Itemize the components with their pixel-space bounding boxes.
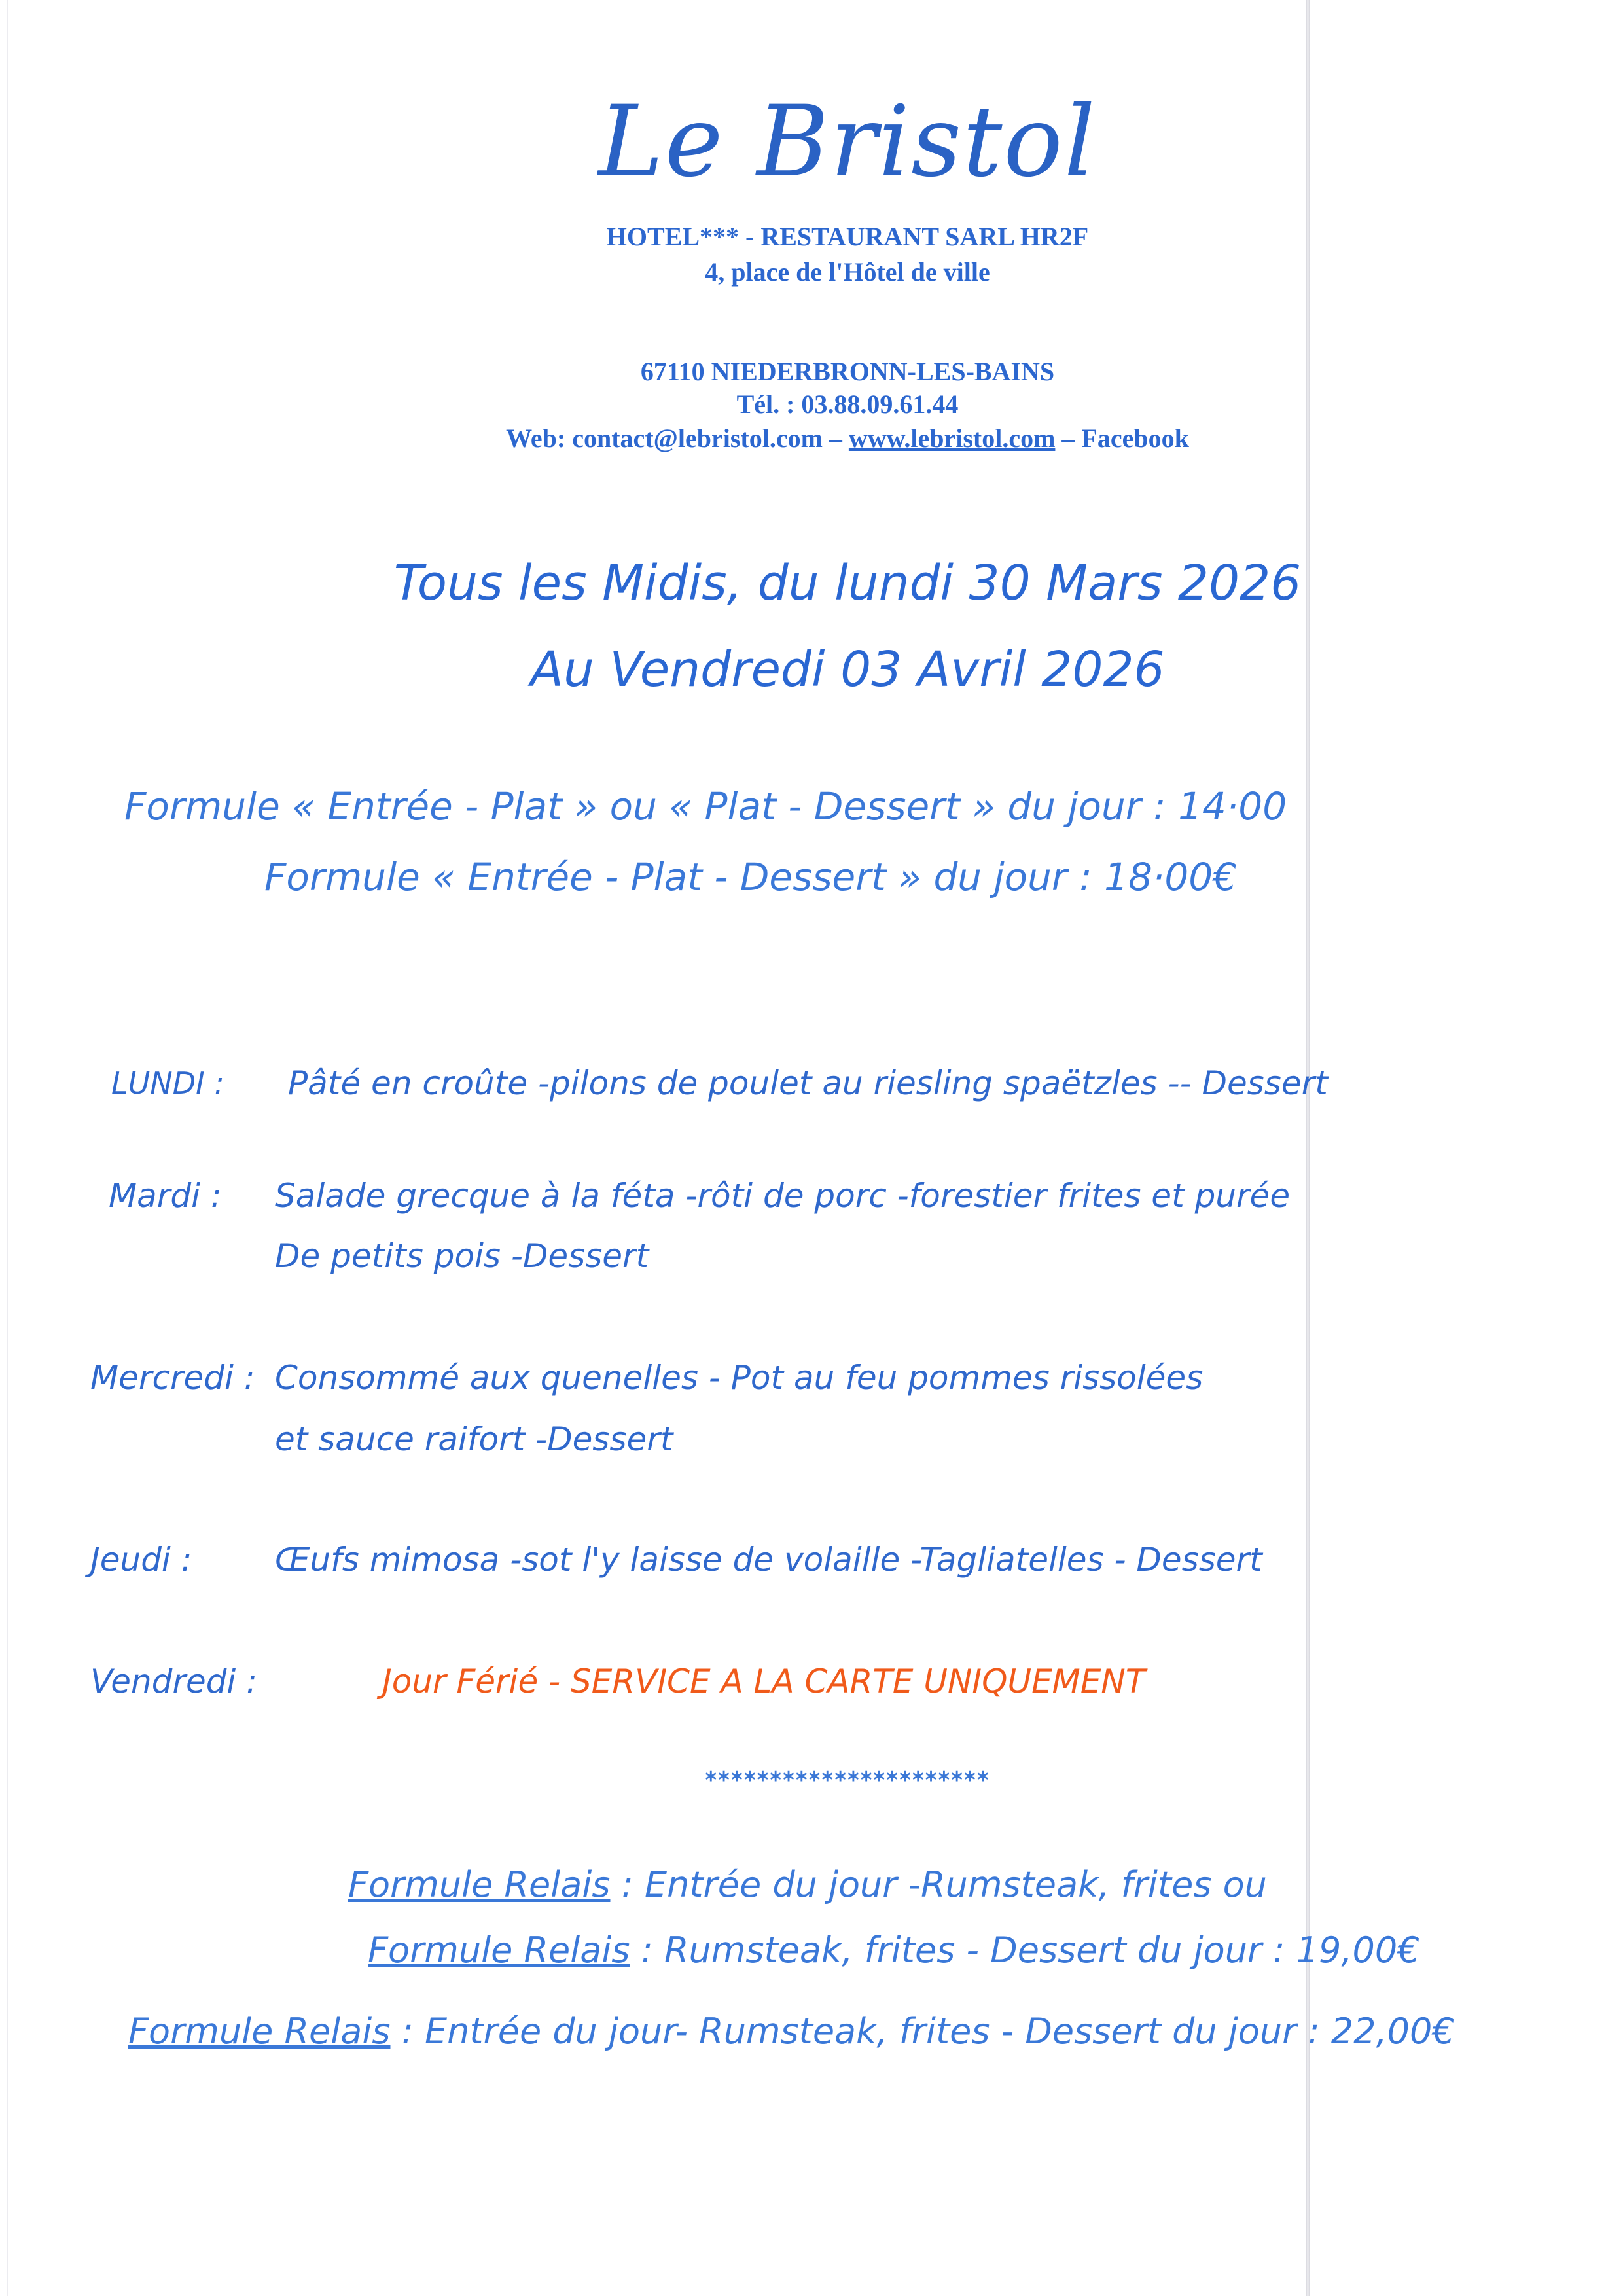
relais-formula-3 — [128, 2011, 1455, 2052]
day-menu-jeudi: Œufs mimosa -sot l'y laisse de volaille -Tagliatelles - Dessert — [275, 1541, 1262, 1579]
website-link[interactable]: www.lebristol.com — [848, 423, 1056, 453]
day-menu-mardi-line2: De petits pois -Dessert — [275, 1237, 649, 1275]
day-menu-mercredi-line1: Consommé aux quenelles - Pot au feu pommes rissolées — [275, 1359, 1204, 1397]
header-web-prefix: Web: contact@lebristol.com – — [506, 423, 849, 453]
day-menu-mardi-line1: Salade grecque à la féta -rôti de porc -forestier frites et purée — [275, 1177, 1291, 1215]
relais-label-1: Formule Relais — [348, 1864, 611, 1905]
separator-stars: ********************** — [705, 1767, 990, 1793]
header-company: HOTEL*** - RESTAURANT SARL HR2F — [606, 222, 1089, 251]
relais-formula-1 — [348, 1864, 1267, 1905]
menu-title-line1: Tous les Midis, du lundi 30 Mars 2026 — [393, 555, 1302, 611]
day-menu-vendredi-holiday: Jour Férié - SERVICE A LA CARTE UNIQUEMENT — [382, 1662, 1146, 1700]
scan-edge — [7, 0, 8, 2296]
header-web-suffix: – Facebook — [1055, 423, 1189, 453]
relais-label-2: Formule Relais — [368, 1929, 630, 1971]
day-label-lundi: LUNDI : — [111, 1066, 224, 1101]
header-city: 67110 NIEDERBRONN-LES-BAINS — [640, 357, 1055, 386]
day-label-vendredi: Vendredi : — [90, 1662, 258, 1700]
header-address: 4, place de l'Hôtel de ville — [705, 257, 990, 287]
logo-text: Le Bristol — [598, 85, 1097, 199]
day-menu-mercredi-line2: et sauce raifort -Dessert — [275, 1420, 673, 1458]
relais-text-2: : Rumsteak, frites - Dessert du jour : 19,00€ — [630, 1929, 1420, 1971]
day-menu-lundi: Pâté en croûte -pilons de poulet au riesling spaëtzles -- Dessert — [288, 1064, 1328, 1102]
formula-two-courses: Formule « Entrée - Plat » ou « Plat - Dessert » du jour : 14·00 — [124, 784, 1287, 829]
day-label-jeudi: Jeudi : — [90, 1541, 192, 1579]
day-label-mardi: Mardi : — [109, 1177, 222, 1215]
day-label-mercredi: Mercredi : — [90, 1359, 255, 1397]
header-web — [0, 423, 1623, 454]
relais-text-1: : Entrée du jour -Rumsteak, frites ou — [610, 1864, 1267, 1905]
menu-title-line2: Au Vendredi 03 Avril 2026 — [530, 641, 1165, 698]
relais-formula-2 — [368, 1929, 1420, 1971]
header-phone: Tél. : 03.88.09.61.44 — [736, 389, 959, 419]
relais-label-3: Formule Relais — [128, 2011, 391, 2052]
formula-three-courses: Formule « Entrée - Plat - Dessert » du jour : 18·00€ — [264, 855, 1238, 899]
relais-text-3: : Entrée du jour- Rumsteak, frites - Dessert du jour : 22,00€ — [390, 2011, 1455, 2052]
